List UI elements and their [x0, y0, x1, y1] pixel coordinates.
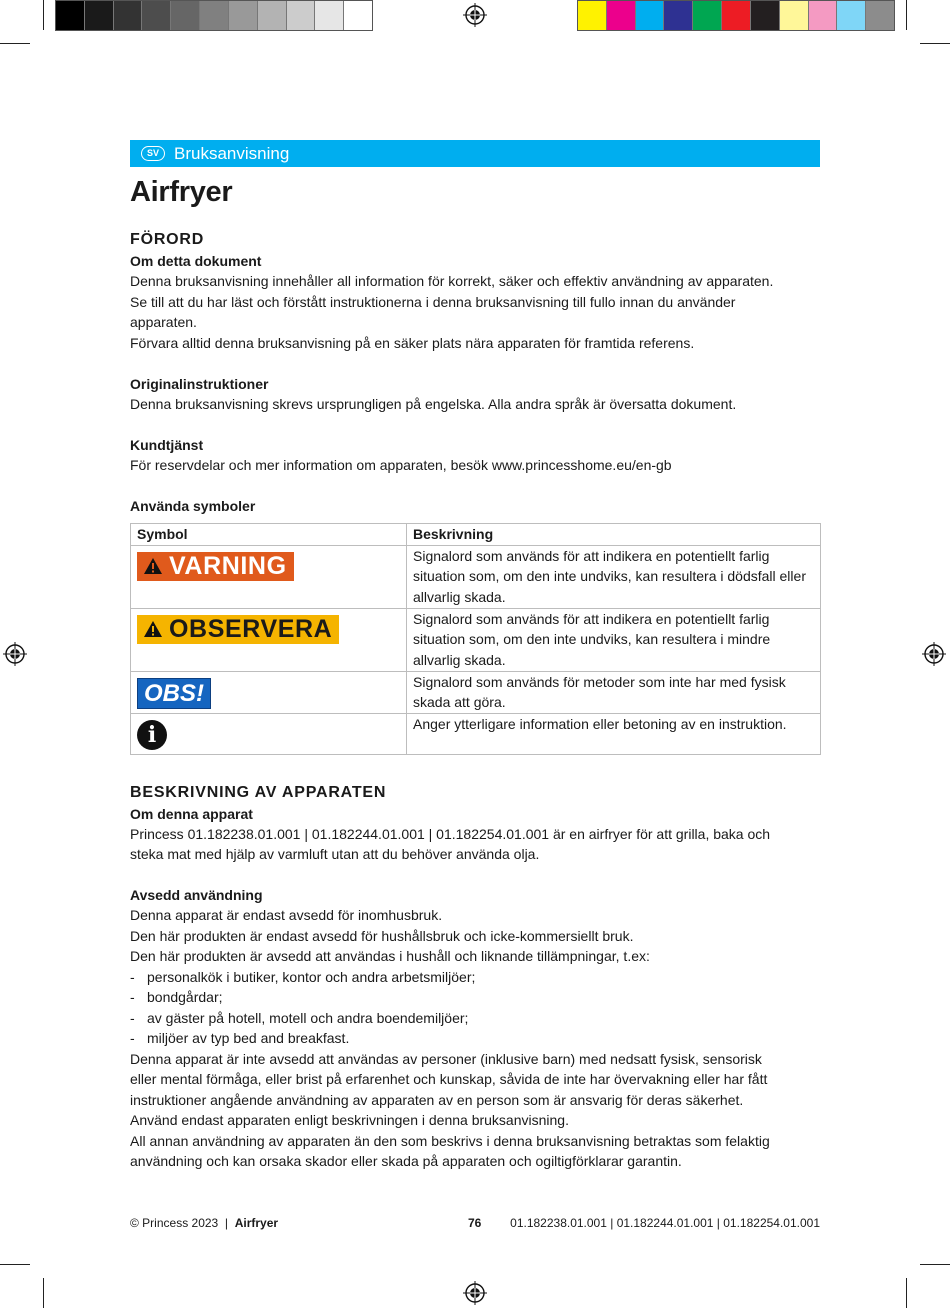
caution-label-text: OBSERVERA	[169, 614, 333, 643]
info-icon: i	[137, 720, 167, 750]
footer-copyright: © Princess 2023	[130, 1216, 219, 1230]
color-swatch	[142, 1, 171, 30]
color-swatch	[866, 1, 894, 30]
paragraph-line: Denna apparat är endast avsedd för inomhusbruk.	[130, 907, 443, 923]
paragraph-line: Förvara alltid denna bruksanvisning på en säker plats nära apparaten för framtida referens.	[130, 334, 695, 351]
symbol-cell	[131, 713, 407, 754]
color-swatch	[578, 1, 607, 30]
paragraph-line: Denna apparat är inte avsedd att användas av personer (inklusive barn) med nedsatt fysisk, sensorisk	[130, 1050, 762, 1067]
paragraph-line: Se till att du har läst och förstått instruktionerna i denna bruksanvisning till fullo innan du använder	[130, 293, 736, 310]
paragraph-line: Denna bruksanvisning innehåller all information för korrekt, säker och effektiv användning av apparaten.	[130, 273, 774, 289]
crop-mark	[0, 1264, 30, 1265]
color-swatch	[780, 1, 809, 30]
paragraph-line: instruktioner angående användning av apparaten av en person som är ansvarig för deras säkerhet.	[130, 1091, 744, 1108]
color-swatch	[809, 1, 838, 30]
subheading-intended-use: Avsedd användning	[130, 887, 263, 903]
paragraph-line: steka mat med hjälp av varmluft utan att du behöver använda olja.	[130, 846, 540, 862]
color-swatch	[837, 1, 866, 30]
paragraph-line: eller mental förmåga, eller brist på erfarenhet och kunskap, såvida de inte har övervakning eller har fått	[130, 1071, 768, 1087]
warning-triangle-icon	[143, 620, 163, 638]
page-number: 76	[468, 1216, 482, 1230]
table-row	[131, 608, 821, 671]
paragraph-line: För reservdelar och mer information om apparaten, besök www.princesshome.eu/en-gb	[130, 456, 672, 473]
document-title: Airfryer	[130, 176, 233, 208]
section-heading-foreword: FÖRORD	[130, 231, 205, 248]
color-swatch	[315, 1, 344, 30]
color-swatch	[344, 1, 372, 30]
table-row	[131, 545, 821, 608]
paragraph-line: All annan användning av apparaten än den som beskrivs i denna bruksanvisning betraktas som felaktig	[130, 1132, 770, 1149]
symbol-cell	[131, 671, 407, 713]
crop-mark	[43, 1278, 44, 1308]
paragraph-line: Denna bruksanvisning skrevs ursprungligen på engelska. Alla andra språk är översatta dokument.	[130, 395, 737, 412]
color-calibration-bar	[577, 0, 895, 31]
paragraph-line: Den här produkten är endast avsedd för hushållsbruk och icke-kommersiellt bruk.	[130, 927, 634, 944]
color-swatch	[722, 1, 751, 30]
language-header-title: Bruksanvisning	[174, 143, 290, 163]
table-row	[131, 713, 821, 754]
registration-mark-icon	[922, 642, 946, 666]
subheading-about-document: Om detta dokument	[130, 253, 262, 269]
crop-mark	[920, 1264, 950, 1265]
registration-mark-icon	[463, 3, 487, 27]
description-cell: Signalord som används för att indikera en potentiellt farlig situation som, om den inte undviks, kan resultera i dödsfall eller allvarlig skada.	[407, 545, 821, 608]
crop-mark	[920, 43, 950, 44]
color-swatch	[171, 1, 200, 30]
warning-label-text: VARNING	[169, 551, 287, 580]
registration-mark-icon	[3, 642, 27, 666]
footer-product: Airfryer	[234, 1216, 279, 1230]
warning-triangle-icon	[143, 557, 163, 575]
crop-mark	[906, 1278, 907, 1308]
color-swatch	[693, 1, 722, 30]
footer-model-numbers: 01.182238.01.001 | 01.182244.01.001 | 01.182254.01.001	[510, 1216, 820, 1230]
color-swatch	[287, 1, 316, 30]
registration-mark-icon	[463, 1281, 487, 1305]
color-swatch	[200, 1, 229, 30]
intended-use-list	[130, 967, 820, 1049]
symbols-table	[130, 523, 821, 755]
column-header-description: Beskrivning	[407, 523, 821, 545]
paragraph-line: Använd endast apparaten enligt beskrivningen i denna bruksanvisning.	[130, 1112, 569, 1128]
column-header-symbol: Symbol	[131, 523, 407, 545]
description-cell: Anger ytterligare information eller betoning av en instruktion.	[407, 713, 821, 754]
subheading-about-appliance: Om denna apparat	[130, 805, 253, 822]
gray-calibration-bar	[55, 0, 373, 31]
subheading-symbols: Använda symboler	[130, 497, 256, 514]
crop-mark	[43, 0, 44, 30]
caution-signal-label	[137, 615, 339, 644]
subheading-original-instructions: Originalinstruktioner	[130, 375, 269, 392]
table-header-row	[131, 523, 821, 545]
description-cell: Signalord som används för att indikera en potentiellt farlig situation som, om den inte undviks, kan resultera i mindre allvarlig skada.	[407, 608, 821, 671]
symbol-cell	[131, 545, 407, 608]
paragraph-line: Den här produkten är avsedd att användas i hushåll och liknande tillämpningar, t.ex:	[130, 948, 650, 964]
language-header-band	[130, 140, 820, 167]
page-footer	[130, 1216, 820, 1234]
footer-separator: |	[224, 1216, 229, 1230]
crop-mark	[906, 0, 907, 30]
page-content	[130, 176, 820, 1172]
color-swatch	[664, 1, 693, 30]
color-swatch	[85, 1, 114, 30]
list-item: - av gäster på hotell, motell och andra boendemiljöer;	[130, 1009, 469, 1026]
language-code-badge: SV	[141, 146, 165, 161]
color-swatch	[56, 1, 85, 30]
subheading-customer-service: Kundtjänst	[130, 436, 204, 453]
color-swatch	[607, 1, 636, 30]
paragraph-line: användning och kan orsaka skador eller skada på apparaten och ogiltigförklarar garantin.	[130, 1153, 682, 1169]
color-swatch	[751, 1, 780, 30]
warning-signal-label	[137, 552, 294, 581]
note-signal-label: OBS!	[137, 678, 211, 709]
color-swatch	[229, 1, 258, 30]
list-item: - miljöer av typ bed and breakfast.	[130, 1030, 350, 1046]
crop-mark	[0, 43, 30, 44]
color-swatch	[636, 1, 665, 30]
footer-left	[130, 1216, 278, 1230]
section-heading-description: BESKRIVNING AV APPARATEN	[130, 783, 387, 801]
color-swatch	[114, 1, 143, 30]
table-row	[131, 671, 821, 713]
description-cell: Signalord som används för metoder som inte har med fysisk skada att göra.	[407, 671, 821, 713]
list-item: - bondgårdar;	[130, 989, 223, 1005]
paragraph-line: apparaten.	[130, 314, 197, 330]
symbol-cell	[131, 608, 407, 671]
color-swatch	[258, 1, 287, 30]
list-item: - personalkök i butiker, kontor och andra arbetsmiljöer;	[130, 968, 476, 985]
paragraph-line: Princess 01.182238.01.001 | 01.182244.01.001 | 01.182254.01.001 är en airfryer för att grilla, baka och	[130, 825, 771, 842]
